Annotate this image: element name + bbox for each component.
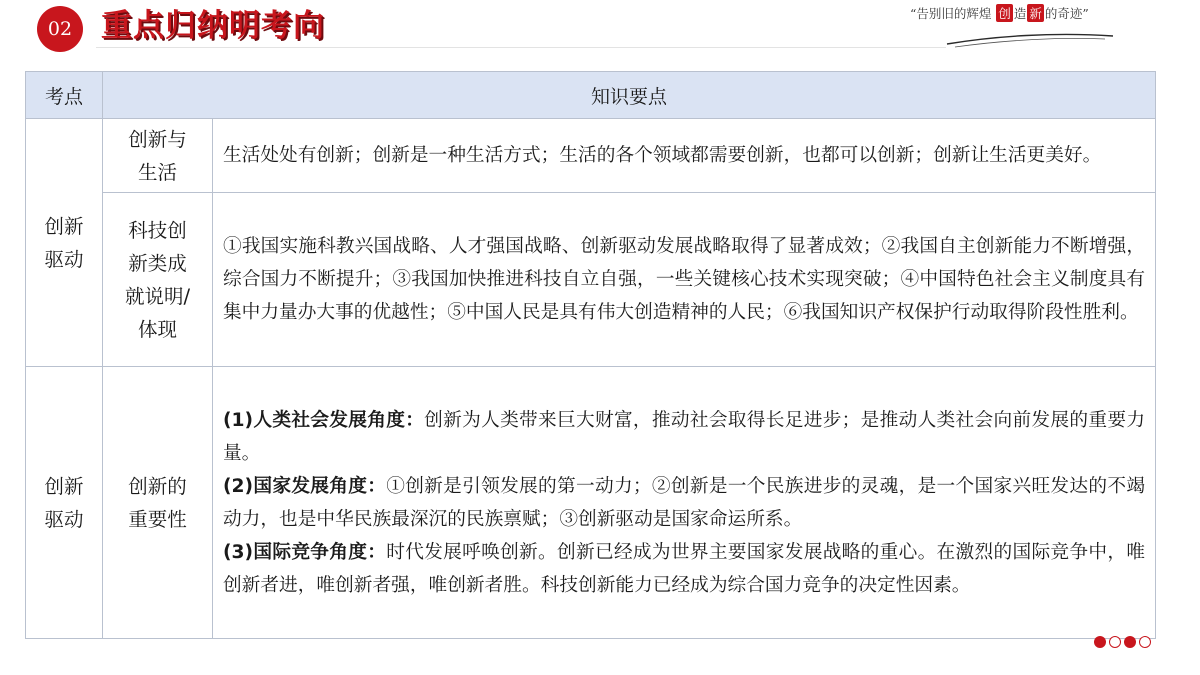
- point-text: ①创新是引领发展的第一动力；②创新是一个民族进步的灵魂，是一个国家兴旺发达的不竭动力，也是中华民族最深沉的民族禀赋；③创新驱动是国家命运所系。: [223, 475, 1146, 530]
- content-cell: 生活处处有创新；创新是一种生活方式；生活的各个领域都需要创新，也都可以创新；创新让生活更美好。: [213, 119, 1156, 193]
- content-cell: [213, 367, 1156, 639]
- dot-indicator-icon: [1139, 636, 1151, 648]
- slogan-middle: 造: [1013, 6, 1027, 21]
- slogan-suffix: 的奇迹”: [1044, 6, 1089, 21]
- importance-point: [223, 536, 1145, 602]
- table-row: [26, 367, 1156, 639]
- header-exam-point: 考点: [26, 72, 103, 119]
- slogan-prefix: “告别旧的辉煌: [910, 6, 996, 21]
- dot-indicator-icon: [1124, 636, 1136, 648]
- category-cell: [26, 119, 103, 367]
- table-header-row: [26, 72, 1156, 119]
- page-title: 重点归纳明考向: [101, 8, 325, 44]
- knowledge-table: [25, 71, 1156, 639]
- point-text: 创新为人类带来巨大财富，推动社会取得长足进步；是推动人类社会向前发展的重要力量。: [223, 409, 1146, 464]
- subtopic-label: 创新与 生活: [128, 127, 187, 184]
- subtopic-cell: [103, 367, 213, 639]
- category-cell: [26, 367, 103, 639]
- header-divider: [96, 47, 946, 48]
- subtopic-label: 创新的 重要性: [128, 474, 187, 531]
- category-label: 创新 驱动: [44, 214, 84, 271]
- subtopic-label: 科技创 新类成 就说明/ 体现: [124, 218, 191, 341]
- dot-indicator-icon: [1109, 636, 1121, 648]
- slogan: [910, 4, 1150, 22]
- importance-point: [223, 404, 1145, 470]
- content-cell: ①我国实施科教兴国战略、人才强国战略、创新驱动发展战略取得了显著成效；②我国自主创新能力不断增强，综合国力不断提升；③我国加快推进科技自立自强，一些关键核心技术实现突破；④中国特色社会主义制度具有集中力量办大事的优越性；⑤中国人民是具有伟大创造精神的人民；⑥我国知识产权保护行动取得阶段性胜利。: [213, 193, 1156, 367]
- page-indicator: [1094, 636, 1151, 648]
- importance-point: [223, 470, 1145, 536]
- dot-indicator-icon: [1094, 636, 1106, 648]
- category-label: 创新 驱动: [44, 474, 84, 531]
- point-text: 时代发展呼唤创新。创新已经成为世界主要国家发展战略的重心。在激烈的国际竞争中，唯创新者进，唯创新者强，唯创新者胜。科技创新能力已经成为综合国力竞争的决定性因素。: [223, 541, 1146, 596]
- slogan-highlight-1: 创: [998, 6, 1011, 21]
- point-label: (2)国家发展角度：: [223, 475, 387, 497]
- point-label: (3)国际竞争角度：: [223, 541, 387, 563]
- point-label: (1)人类社会发展角度：: [223, 409, 425, 431]
- subtopic-cell: [103, 119, 213, 193]
- header-knowledge-points: 知识要点: [103, 72, 1156, 119]
- subtopic-cell: [103, 193, 213, 367]
- swoosh-line-icon: [945, 22, 1115, 48]
- table-row: [26, 119, 1156, 193]
- table-row: [26, 193, 1156, 367]
- slogan-highlight-2: 新: [1029, 6, 1042, 21]
- section-number: 02: [47, 18, 73, 40]
- section-number-badge: [37, 6, 83, 52]
